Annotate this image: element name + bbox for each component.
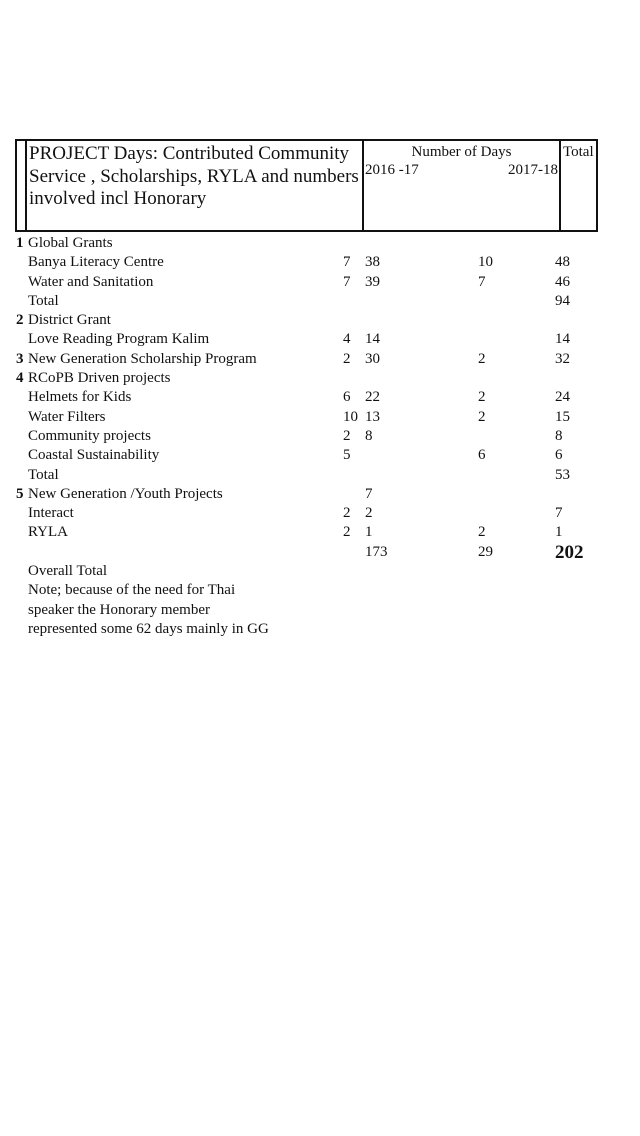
row-label: Love Reading Program Kalim (28, 331, 210, 348)
row-label: Overall Total (28, 563, 108, 580)
table-row (0, 330, 640, 349)
row-number: 3 (16, 350, 24, 367)
row-days-2016-17: 8 (365, 427, 373, 444)
row-days-2017-18: 2 (478, 389, 486, 406)
row-members: 5 (343, 447, 351, 464)
header-index-column (17, 141, 27, 230)
row-days-2016-17: 2 (365, 505, 373, 522)
table-row (0, 485, 640, 504)
table-row (0, 504, 640, 523)
row-total: 202 (555, 541, 584, 563)
row-members: 4 (343, 331, 351, 348)
header-year-2017-18: 2017-18 (508, 162, 558, 178)
row-total: 1 (555, 524, 563, 541)
row-total: 24 (555, 389, 570, 406)
table-row (0, 253, 640, 272)
row-days-2017-18: 10 (478, 254, 493, 271)
row-days-2017-18: 7 (478, 273, 486, 290)
header-total: Total (563, 144, 594, 160)
table-row (0, 581, 640, 600)
row-members: 7 (343, 273, 351, 290)
row-days-2017-18: 6 (478, 447, 486, 464)
header-title: PROJECT Days: Contributed Community Service , Scholarships, RYLA and numbers involved incl Honorary (29, 143, 359, 209)
row-label: RCoPB Driven projects (28, 370, 171, 387)
row-days-2016-17: 30 (365, 350, 380, 367)
table-body (0, 234, 640, 639)
row-members: 2 (343, 524, 351, 541)
row-days-2017-18: 2 (478, 408, 486, 425)
row-members: 6 (343, 389, 351, 406)
header-days-cell (364, 141, 561, 230)
row-label: New Generation Scholarship Program (28, 350, 257, 367)
table-row (0, 620, 640, 639)
row-days-2016-17: 1 (365, 524, 373, 541)
table-row (0, 273, 640, 292)
header-number-of-days: Number of Days (411, 144, 512, 160)
row-members: 2 (343, 350, 351, 367)
row-days-2016-17: 13 (365, 408, 380, 425)
row-days-2017-18: 2 (478, 524, 486, 541)
row-days-2016-17: 173 (365, 543, 388, 560)
row-number: 5 (16, 485, 24, 502)
row-label: Community projects (28, 427, 151, 444)
row-label: Global Grants (28, 235, 113, 251)
table-row (0, 466, 640, 485)
header-title-cell (27, 141, 364, 230)
row-label: Interact (28, 505, 74, 522)
row-label: District Grant (28, 312, 111, 329)
row-label: Coastal Sustainability (28, 447, 160, 464)
row-days-2016-17: 22 (365, 389, 380, 406)
table-row (0, 311, 640, 330)
row-label: Water Filters (28, 408, 106, 425)
row-total: 14 (555, 331, 570, 348)
row-days-2016-17: 38 (365, 254, 380, 271)
table-row (0, 292, 640, 311)
row-label: New Generation /Youth Projects (28, 485, 223, 502)
table-row (0, 234, 640, 253)
row-total: 94 (555, 292, 570, 309)
row-label: Note; because of the need for Thai (28, 582, 236, 599)
row-total: 48 (555, 254, 570, 271)
row-number: 1 (16, 235, 24, 251)
table-row (0, 408, 640, 427)
row-days-2017-18: 29 (478, 543, 493, 560)
row-label: Total (28, 466, 59, 483)
row-days-2016-17: 7 (365, 485, 373, 502)
row-total: 32 (555, 350, 570, 367)
row-days-2016-17: 14 (365, 331, 380, 348)
row-members: 2 (343, 505, 351, 522)
table-header (15, 139, 598, 232)
table-row (0, 388, 640, 407)
table-row (0, 369, 640, 388)
table-row (0, 543, 640, 562)
row-members: 10 (343, 408, 358, 425)
header-year-2016-17: 2016 -17 (365, 162, 419, 178)
row-label: represented some 62 days mainly in GG (28, 620, 269, 637)
row-total: 6 (555, 447, 563, 464)
table-row (0, 350, 640, 369)
row-days-2016-17: 39 (365, 273, 380, 290)
row-number: 4 (16, 370, 24, 387)
row-total: 15 (555, 408, 570, 425)
table-row (0, 523, 640, 542)
table-row (0, 427, 640, 446)
row-label: speaker the Honorary member (28, 601, 211, 618)
row-label: Water and Sanitation (28, 273, 154, 290)
row-members: 7 (343, 254, 351, 271)
row-label: Banya Literacy Centre (28, 254, 164, 271)
header-total-cell (561, 141, 596, 230)
table-row (0, 562, 640, 581)
table-row (0, 601, 640, 620)
row-total: 8 (555, 427, 563, 444)
row-label: Total (28, 292, 59, 309)
row-total: 53 (555, 466, 570, 483)
row-label: RYLA (28, 524, 69, 541)
row-days-2017-18: 2 (478, 350, 486, 367)
table-row (0, 446, 640, 465)
row-total: 7 (555, 505, 563, 522)
row-number: 2 (16, 312, 24, 329)
row-label: Helmets for Kids (28, 389, 132, 406)
row-total: 46 (555, 273, 570, 290)
row-members: 2 (343, 427, 351, 444)
